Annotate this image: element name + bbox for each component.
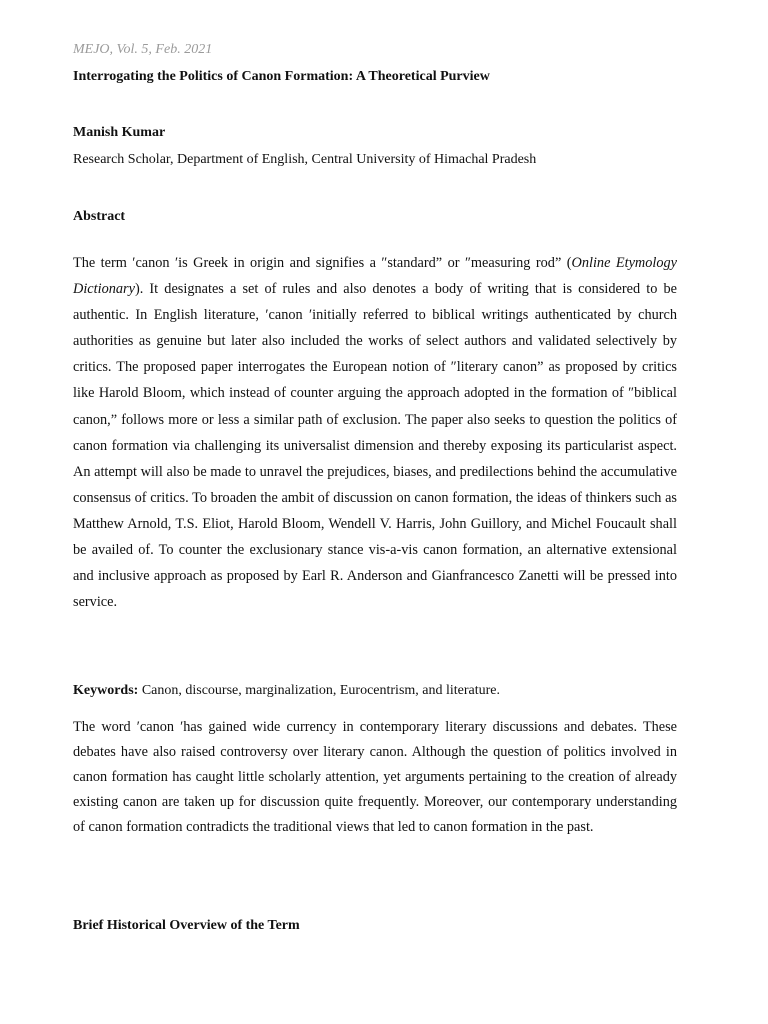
- author-affiliation: Research Scholar, Department of English, Central University of Himachal Pradesh: [73, 152, 537, 167]
- keywords-label: Keywords:: [73, 683, 139, 698]
- author-name: Manish Kumar: [73, 125, 166, 140]
- abstract-heading: Abstract: [73, 209, 126, 224]
- abstract-paragraph: [73, 250, 677, 615]
- intro-paragraph: The word ′canon ′has gained wide currency in contemporary literary discussions and debates. These debates have also raised controversy over literary canon. Although the question of politics involved in canon formation has caught little scholarly attention, yet arguments pertaining to the creation of already existing canon are taken up for discussion quite frequently. Moreover, our contemporary understanding of canon formation contradicts the traditional views that led to canon formation in the past.: [73, 719, 677, 835]
- abstract-text-end: ). It designates a set of rules and also denotes a body of writing that is considered to be authentic. In English literature, ′canon ′initially referred to biblical writings authenticated by church authorities as genuine but later also included the works of select authors and validated selectively by critics. The proposed paper interrogates the European notion of ″literary canon” as proposed by critics like Harold Bloom, which instead of counter arguing the approach adopted in the formation of ″biblical canon,” follows more or less a similar path of exclusion. The paper also seeks to question the politics of canon formation via challenging its universalist dimension and thereby exposing its particularist aspect. An attempt will also be made to unravel the prejudices, biases, and predilections behind the accumulative consensus of critics. To broaden the ambit of discussion on canon formation, the ideas of thinkers such as Matthew Arnold, T.S. Eliot, Harold Bloom, Wendell V. Harris, John Guillory, and Michel Foucault shall be availed of. To counter the exclusionary stance vis-a-vis canon formation, an alternative extensional and inclusive approach as proposed by Earl R. Anderson and Gianfrancesco Zanetti will be pressed into service.: [73, 281, 677, 611]
- paper-title: Interrogating the Politics of Canon Formation: A Theoretical Purview: [73, 69, 490, 84]
- keywords-text: Canon, discourse, marginalization, Eurocentrism, and literature.: [138, 683, 501, 698]
- section-heading: Brief Historical Overview of the Term: [73, 918, 300, 933]
- journal-header: MEJO, Vol. 5, Feb. 2021: [73, 42, 213, 57]
- abstract-italic-source: Online Etymology Dictionary: [73, 255, 678, 298]
- abstract-text-start: The term ′canon ′is Greek in origin and signifies a ″standard” or ″measuring rod” (: [73, 255, 572, 271]
- keywords-line: [73, 683, 677, 699]
